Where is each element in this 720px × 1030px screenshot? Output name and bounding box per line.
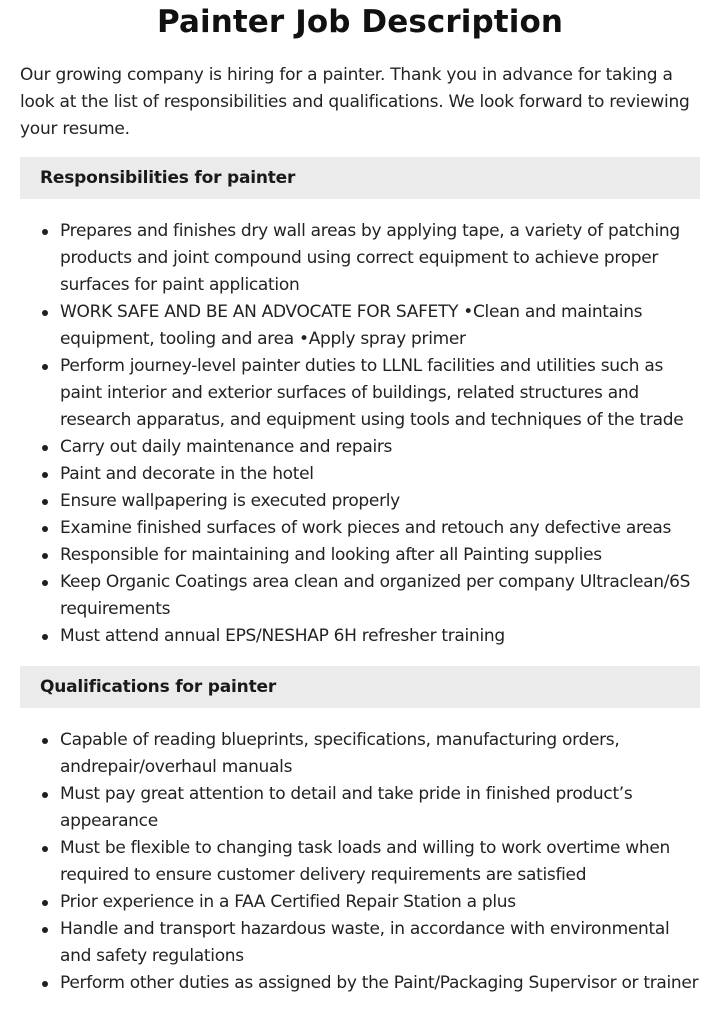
responsibility-item: Carry out daily maintenance and repairs bbox=[60, 434, 700, 461]
responsibility-item: Keep Organic Coatings area clean and organized per company Ultraclean/6S requirements bbox=[60, 569, 700, 623]
responsibility-item: Examine finished surfaces of work pieces and retouch any defective areas bbox=[60, 515, 700, 542]
responsibility-item: Perform journey-level painter duties to LLNL facilities and utilities such as paint interior and exterior surfaces of buildings, related structures and research apparatus, and equipment using tools and techniques of the trade bbox=[60, 353, 700, 434]
qualification-item: Must be flexible to changing task loads and willing to work overtime when required to ensure customer delivery requirements are satisfied bbox=[60, 835, 700, 889]
responsibility-item: Responsible for maintaining and looking after all Painting supplies bbox=[60, 542, 700, 569]
responsibilities-list bbox=[20, 218, 700, 650]
responsibility-item: Must attend annual EPS/NESHAP 6H refresher training bbox=[60, 623, 700, 650]
page-title: Painter Job Description bbox=[156, 4, 564, 40]
qualifications-list bbox=[20, 727, 700, 997]
qualification-item: Must pay great attention to detail and take pride in finished product’s appearance bbox=[60, 781, 700, 835]
responsibilities-heading: Responsibilities for painter bbox=[20, 157, 700, 199]
qualification-item: Handle and transport hazardous waste, in accordance with environmental and safety regulations bbox=[60, 916, 700, 970]
responsibility-item: WORK SAFE AND BE AN ADVOCATE FOR SAFETY •Clean and maintains equipment, tooling and area •Apply spray primer bbox=[60, 299, 700, 353]
qualification-item: Prior experience in a FAA Certified Repair Station a plus bbox=[60, 889, 700, 916]
responsibility-item: Paint and decorate in the hotel bbox=[60, 461, 700, 488]
qualification-item: Perform other duties as assigned by the Paint/Packaging Supervisor or trainer bbox=[60, 970, 700, 997]
intro-paragraph: Our growing company is hiring for a painter. Thank you in advance for taking a look at the list of responsibilities and qualifications. We look forward to reviewing your resume. bbox=[20, 65, 690, 139]
qualification-item: Capable of reading blueprints, specifications, manufacturing orders, andrepair/overhaul manuals bbox=[60, 727, 700, 781]
responsibility-item: Prepares and finishes dry wall areas by applying tape, a variety of patching products and joint compound using correct equipment to achieve proper surfaces for paint application bbox=[60, 218, 700, 299]
responsibility-item: Ensure wallpapering is executed properly bbox=[60, 488, 700, 515]
qualifications-heading: Qualifications for painter bbox=[20, 666, 700, 708]
